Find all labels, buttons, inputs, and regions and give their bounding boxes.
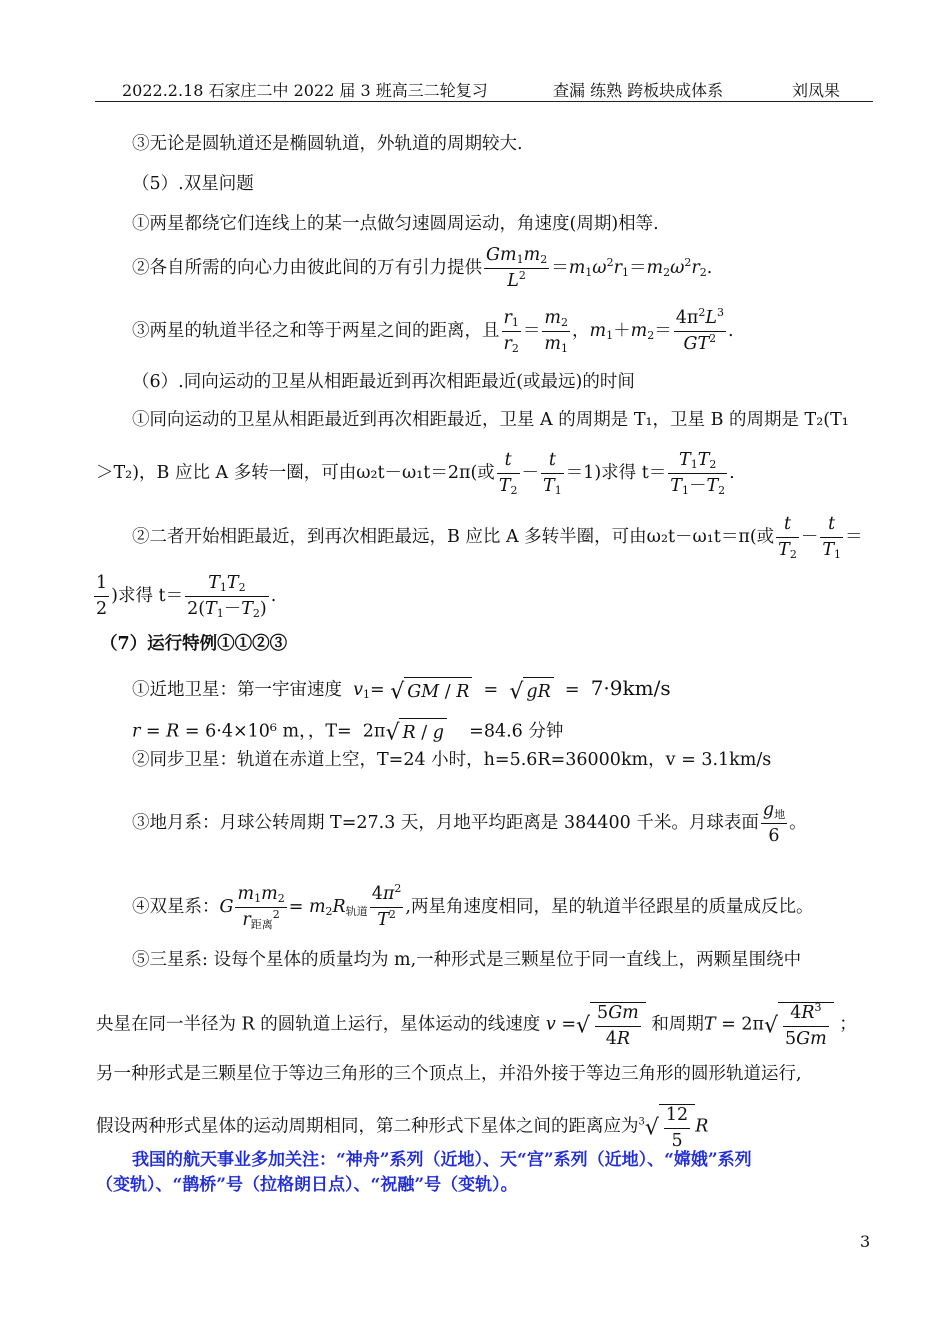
binary-system-label: ④双星系：	[132, 897, 220, 917]
sqrt-r-over-g: √ R / g	[385, 718, 446, 746]
same-direction-point-2-cont-b: )求得 t＝	[111, 586, 184, 606]
same-direction-point-1: ①同向运动的卫星从相距最近到再次相距最近，卫星 A 的周期是 T₁，卫星 B 的周期是 T₂(T₁	[132, 410, 849, 430]
page-number: 3	[860, 1232, 871, 1251]
near-earth-satellite: ①近地卫星：第一宇宙速度 $v_1=$ √ GM / R = √ gR = 7·9km/s	[132, 676, 671, 705]
aerospace-note-line-1: 我国的航天事业多加关注：“神舟”系列（近地）、天“宫”系列（近地）、“嫦娥”系列	[132, 1150, 752, 1170]
binary-system-conclusion: ,两星角速度相同，星的轨道半径跟星的质量成反比。	[405, 897, 814, 917]
header-rule	[95, 101, 873, 102]
moon-gravity-fraction: $\frac{g_地}{6}$	[762, 800, 786, 846]
radius-ratio: $\frac{r_1}{r_2}$	[503, 308, 519, 355]
earth-radius-value: 6·4×10⁶ m，，T=	[205, 721, 352, 742]
outer-orbit-note: ③无论是圆轨道还是椭圆轨道，外轨道的周期较大.	[132, 134, 523, 154]
triple-system-distance-text: 假设两种形式星体的运动周期相同，第二种形式下星体之间的距离应为	[96, 1116, 639, 1137]
triple-system-velocity-period: 央星在同一半径为 R 的圆轨道上运行，星体运动的线速度 v =√ $\frac{5Gm}{4R}$ 和周期T = 2π√ $\frac{4R^3}{5Gm}$ ；	[96, 1001, 857, 1049]
section-6-heading: （6）.同向运动的卫星从相距最近到再次相距最近(或最远)的时间	[132, 372, 635, 392]
sqrt-gm-r: √ GM / R	[390, 677, 472, 705]
cube-root-distance: √ $\frac{12}{5}$	[645, 1104, 695, 1150]
r-equals-r: r = R =	[132, 721, 200, 742]
period-fraction-1: $\frac{T_1T_2}{T_1-T_2}$	[670, 450, 726, 497]
earth-moon-text: ③地月系：月球公转周期 T=27.3 天，月地平均距离是 384400 千米。月球表面	[132, 813, 759, 833]
triple-system-distance: 假设两种形式星体的运动周期相同，第二种形式下星体之间的距离应为$^3$√ $\frac{12}{5}$ R	[96, 1105, 709, 1151]
same-direction-point-1-cont: ＞T₂)，B 应比 A 多转一圈，可由ω₂t－ω₁t＝2π(或 $\frac{t}{T_2}$ － $\frac{t}{T_1}$ ＝1)求得 t＝ $\frac{T_1T_2}{T_1-T_2}$ .	[96, 450, 735, 497]
triple-system-text: 央星在同一半径为 R 的圆轨道上运行，星体运动的线速度	[96, 1014, 541, 1035]
triple-system-and-period: 和周期	[651, 1014, 704, 1035]
binary-system: ④双星系：G $\frac{m_1m_2}{r_{距离}^2}$ = $m_2R_{轨道}$ $\frac{4\pi^2}{T^2}$ ,两星角速度相同，星的轨道半径跟星的质量成反比。	[132, 882, 814, 931]
period-fraction-2: $\frac{T_1T_2}{2(T_1-T_2)}$	[187, 573, 267, 620]
binary-gravity-fraction: $\frac{m_1m_2}{r_{距离}^2}$	[237, 884, 285, 931]
earth-moon-end: 。	[789, 813, 807, 833]
total-mass-fraction: $\frac{4\pi^2L^3}{GT^2}$	[675, 306, 724, 354]
binary-star-point-3: ③两星的轨道半径之和等于两星之间的距离，且 $\frac{r_1}{r_2}$ ＝ $\frac{m_2}{m_1}$ ，$m_1+m_2=$ $\frac{4\pi^2L^3}{GT^2}$ .	[132, 306, 734, 355]
section-5-heading: （5）.双星问题	[132, 174, 254, 194]
binary-star-point-1: ①两星都绕它们连线上的某一点做匀速圆周运动，角速度(周期)相等.	[132, 214, 659, 234]
same-direction-point-1-cont-a: ＞T₂)，B 应比 A 多转一圈，可由ω₂t－ω₁t＝2π(或	[96, 463, 495, 483]
first-cosmic-velocity: 7·9km/s	[590, 676, 671, 700]
near-earth-satellite-text: ①近地卫星：第一宇宙速度	[132, 680, 342, 700]
triple-system-intro: ⑤三星系: 设每个星体的质量均为 m,一种形式是三颗星位于同一直线上，两颗星围绕中	[132, 950, 802, 970]
mass-ratio: $\frac{m_2}{m_1}$	[544, 308, 568, 355]
geostationary-satellite: ②同步卫星：轨道在赤道上空，T=24 小时，h=5.6R=36000km，v = 3.1km/s	[132, 750, 772, 770]
gravity-fraction: $\frac{Gm_1m_2}{L^2}$	[486, 245, 548, 291]
aerospace-note-line-2: （变轨）、“鹊桥”号（拉格朗日点）、“祝融”号（变轨）。	[96, 1175, 518, 1195]
one-half: $\frac{1}{2}$	[96, 573, 108, 619]
same-direction-point-2-cont: $\frac{1}{2}$ )求得 t＝ $\frac{T_1T_2}{2(T_1-T_2)}$ .	[96, 573, 277, 620]
same-direction-point-2: ②二者开始相距最近，到再次相距最远，B 应比 A 多转半圈，可由ω₂t－ω₁t＝π(或 $\frac{t}{T_2}$ － $\frac{t}{T_1}$ ＝	[132, 514, 863, 561]
header-author: 刘凤果	[792, 81, 841, 100]
t-over-t2: $\frac{t}{T_2}$	[498, 450, 518, 497]
binary-star-point-3-text: ③两星的轨道半径之和等于两星之间的距离，且	[132, 321, 500, 341]
near-earth-radius-period: r = R = 6·4×10⁶ m，，T= 2π√ R / g =84.6 分钟	[132, 718, 563, 746]
triple-system-second-form: 另一种形式是三颗星位于等边三角形的三个顶点上，并沿外接于等边三角形的圆形轨道运行,	[96, 1064, 802, 1084]
header-motto: 查漏 练熟 跨板块成体系	[553, 81, 724, 100]
triple-system-end: ；	[839, 1014, 857, 1035]
near-earth-period: =84.6 分钟	[469, 721, 564, 742]
binary-star-point-2-text: ②各自所需的向心力由彼此间的万有引力提供	[132, 258, 482, 278]
sqrt-velocity: √ $\frac{5Gm}{4R}$	[576, 1002, 646, 1048]
earth-moon-system	[132, 802, 807, 845]
t-over-t2-b: $\frac{t}{T_2}$	[778, 514, 797, 561]
same-direction-point-1-cont-b: ＝1)求得 t＝	[565, 463, 667, 483]
omega-fraction: $\frac{4\pi^2}{T^2}$	[371, 882, 402, 930]
sqrt-period: √ $\frac{4R^3}{5Gm}$	[764, 1002, 834, 1048]
same-direction-point-2-a: ②二者开始相距最近，到再次相距最远，B 应比 A 多转半圈，可由ω₂t－ω₁t＝π(或	[132, 527, 775, 547]
section-7-heading: （7）运行特例①①②③	[100, 634, 288, 654]
header-course: 2022.2.18 石家庄二中 2022 届 3 班高三二轮复习	[122, 81, 488, 100]
sqrt-gr: √ gR	[509, 677, 553, 705]
t-over-t1: $\frac{t}{T_1}$	[543, 450, 562, 497]
binary-star-point-2: ②各自所需的向心力由彼此间的万有引力提供 $\frac{Gm_1m_2}{L^2}$ $=m_1\omega^2r_1=m_2\omega^2r_2$.	[132, 245, 713, 291]
t-over-t1-b: $\frac{t}{T_1}$	[822, 514, 842, 561]
